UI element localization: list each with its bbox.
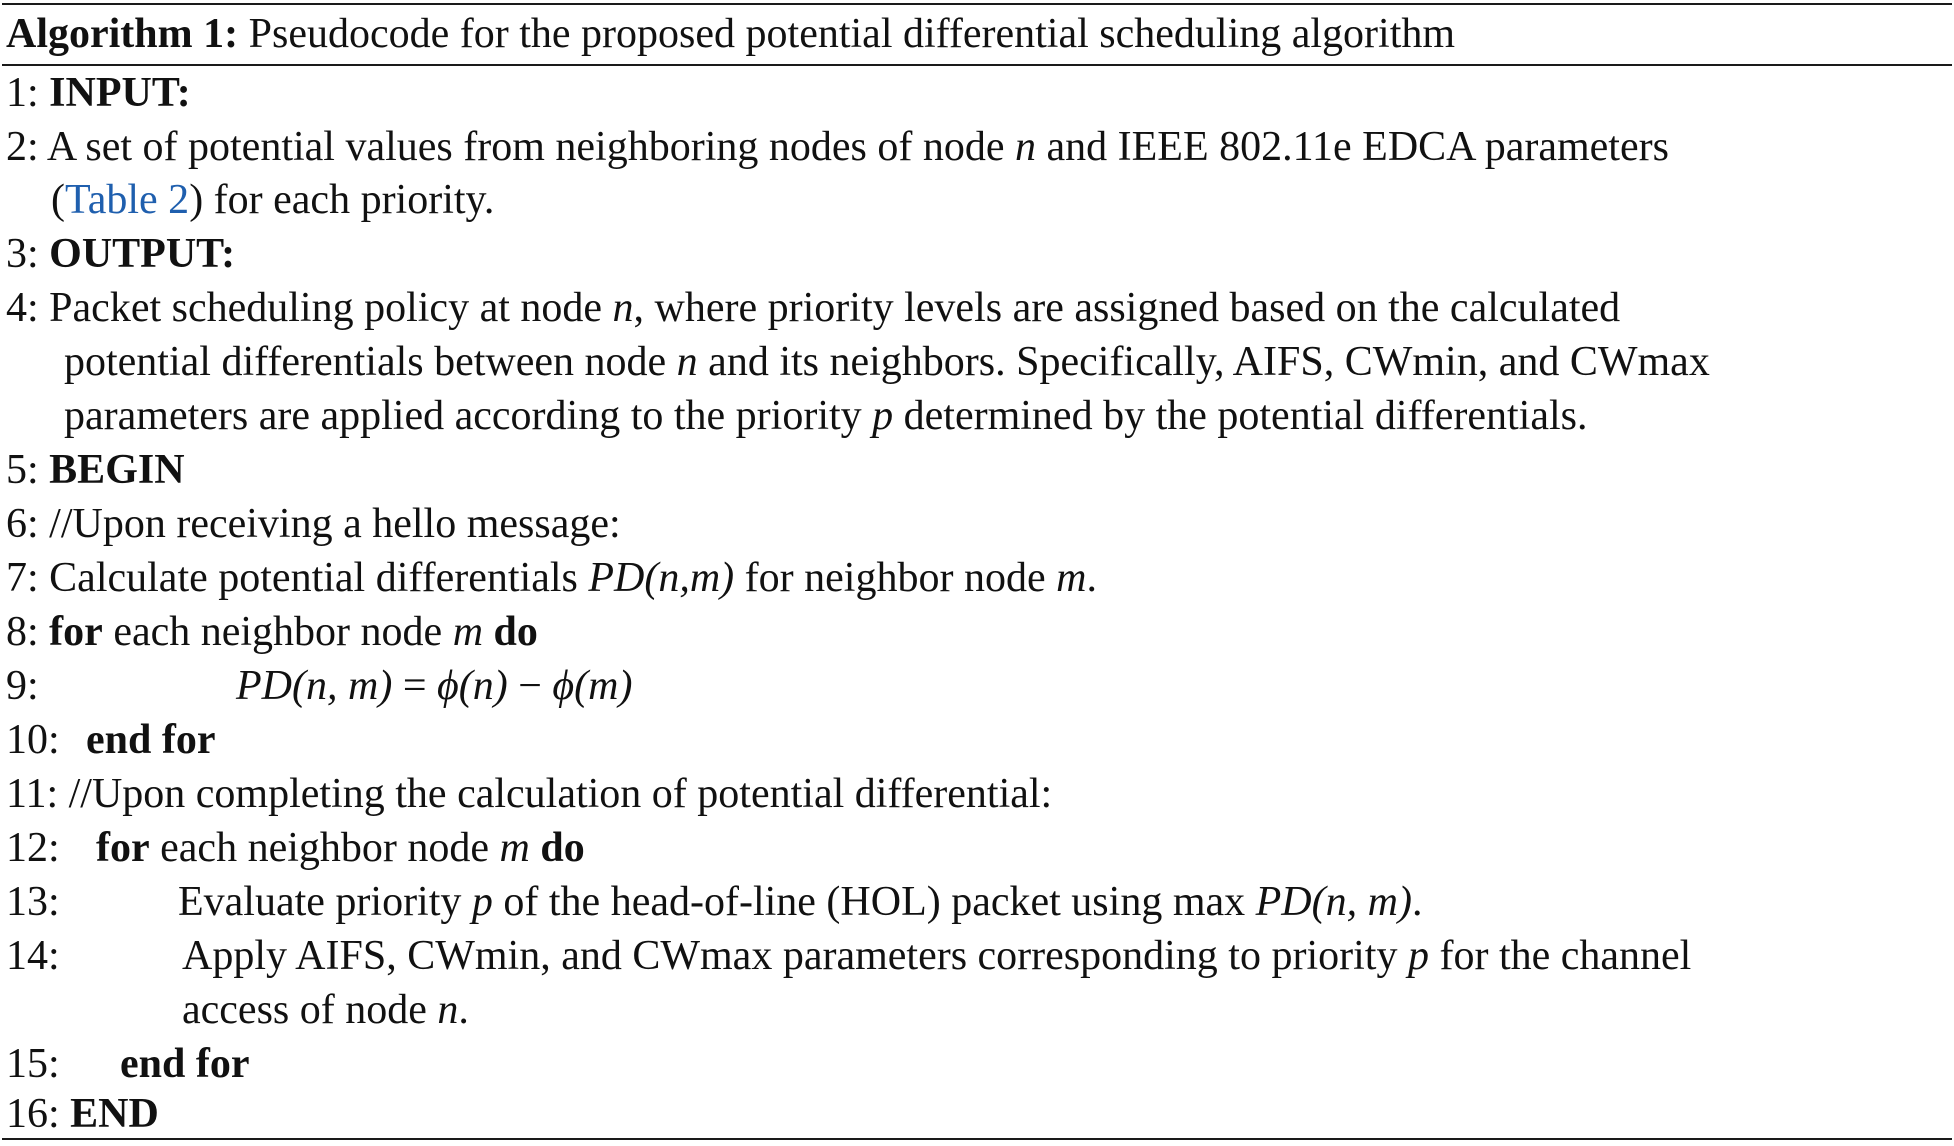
caption-label: Algorithm 1: xyxy=(6,11,239,57)
line-number: 4: xyxy=(6,285,39,331)
line-text: and its neighbors. Specifically, AIFS, CWmin, and CWmax xyxy=(708,339,1710,385)
var-m: m xyxy=(499,825,530,871)
line-text: parameters are applied according to the priority xyxy=(64,393,862,439)
line-text: , where priority levels are assigned based on the calculated xyxy=(633,285,1621,331)
line-text: Evaluate priority xyxy=(178,879,462,925)
line-4 xyxy=(6,281,1620,335)
var-p: p xyxy=(872,393,894,439)
var-m: m xyxy=(1056,555,1087,601)
line-number: 14: xyxy=(6,933,60,979)
keyword-for: for xyxy=(49,609,103,655)
line-number: 9: xyxy=(6,663,39,709)
line-1 xyxy=(6,66,191,120)
line-2 xyxy=(6,120,1669,174)
line-number: 11: xyxy=(6,771,59,817)
line-text: Apply AIFS, CWmin, and CWmax parameters corresponding to priority xyxy=(182,933,1398,979)
pd-expression: PD xyxy=(1255,879,1312,925)
pd-args: (n, m) xyxy=(1311,879,1412,925)
line-6 xyxy=(6,497,621,551)
line-number: 5: xyxy=(6,447,39,493)
line-text: . xyxy=(458,987,469,1033)
line-16 xyxy=(6,1087,159,1141)
keyword-input: INPUT: xyxy=(49,70,191,116)
line-15 xyxy=(6,1037,250,1091)
line-text: A set of potential values from neighboring nodes of node xyxy=(46,124,1005,170)
keyword-end: END xyxy=(70,1091,159,1137)
line-text: and IEEE 802.11e EDCA parameters xyxy=(1046,124,1669,170)
bottom-rule xyxy=(2,1138,1952,1140)
line-14-continued xyxy=(182,983,469,1037)
line-number: 2: xyxy=(6,124,39,170)
paren: ( xyxy=(51,177,65,223)
eq-phi: ϕ xyxy=(552,663,575,709)
var-p: p xyxy=(471,879,493,925)
line-4-continued-2 xyxy=(64,389,1588,443)
line-text: each neighbor node xyxy=(160,825,490,871)
algorithm-block xyxy=(2,0,1952,1146)
eq-phi-m: (m) xyxy=(574,663,633,709)
table-2-link[interactable]: Table 2 xyxy=(65,177,190,223)
line-number: 16: xyxy=(6,1091,60,1137)
line-9 xyxy=(6,659,39,713)
var-n: n xyxy=(676,339,698,385)
line-8 xyxy=(6,605,538,659)
line-number: 3: xyxy=(6,231,39,277)
line-2-continued xyxy=(51,173,494,227)
line-text: potential differentials between node xyxy=(64,339,667,385)
var-n: n xyxy=(612,285,634,331)
line-text: for the channel xyxy=(1439,933,1692,979)
eq-phi: ϕ xyxy=(437,663,459,709)
line-text: access of node xyxy=(182,987,427,1033)
line-text: for neighbor node xyxy=(744,555,1046,601)
algorithm-caption xyxy=(6,6,1455,62)
var-n: n xyxy=(1015,124,1036,170)
pd-expression: PD(n,m) xyxy=(588,555,735,601)
line-5 xyxy=(6,443,185,497)
line-3 xyxy=(6,227,235,281)
line-text: . xyxy=(1086,555,1097,601)
line-text: determined by the potential differentials. xyxy=(903,393,1588,439)
line-number: 10: xyxy=(6,717,60,763)
line-10 xyxy=(6,713,216,767)
keyword-begin: BEGIN xyxy=(49,447,185,493)
line-text: Packet scheduling policy at node xyxy=(49,285,603,331)
keyword-do: do xyxy=(493,609,538,655)
line-11 xyxy=(6,767,1052,821)
line-13 xyxy=(6,875,1422,929)
keyword-output: OUTPUT: xyxy=(49,231,236,277)
line-number: 15: xyxy=(6,1041,60,1087)
eq-args: (n, m) xyxy=(292,663,393,709)
pd-equation xyxy=(236,659,632,713)
keyword-end-for: end for xyxy=(86,717,216,763)
eq-pd: PD xyxy=(236,663,292,709)
top-rule xyxy=(2,3,1952,5)
line-number: 13: xyxy=(6,879,60,925)
line-text: of the head-of-line (HOL) packet using max xyxy=(503,879,1246,925)
line-text: . xyxy=(1411,879,1423,925)
caption-text: Pseudocode for the proposed potential differential scheduling algorithm xyxy=(248,11,1456,57)
eq-phi-n: (n) xyxy=(458,663,508,709)
var-m: m xyxy=(452,609,484,655)
line-7 xyxy=(6,551,1097,605)
line-14 xyxy=(6,929,1691,983)
var-p: p xyxy=(1407,933,1429,979)
line-number: 1: xyxy=(6,70,39,116)
caption-rule xyxy=(2,64,1952,66)
keyword-for: for xyxy=(96,825,150,871)
comment-text: //Upon completing the calculation of potential differential: xyxy=(68,771,1053,817)
line-4-continued-1 xyxy=(64,335,1710,389)
line-number: 7: xyxy=(6,555,39,601)
line-number: 8: xyxy=(6,609,39,655)
keyword-do: do xyxy=(540,825,585,871)
line-text: each neighbor node xyxy=(113,609,443,655)
line-number: 6: xyxy=(6,501,39,547)
eq-minus: − xyxy=(518,663,542,709)
keyword-end-for: end for xyxy=(120,1041,250,1087)
eq-equals: = xyxy=(402,663,427,709)
line-text: Calculate potential differentials xyxy=(49,555,578,601)
line-text: ) for each priority. xyxy=(189,177,495,223)
comment-text: //Upon receiving a hello message: xyxy=(49,501,621,547)
var-n: n xyxy=(437,987,459,1033)
line-12 xyxy=(6,821,585,875)
line-number: 12: xyxy=(6,825,60,871)
